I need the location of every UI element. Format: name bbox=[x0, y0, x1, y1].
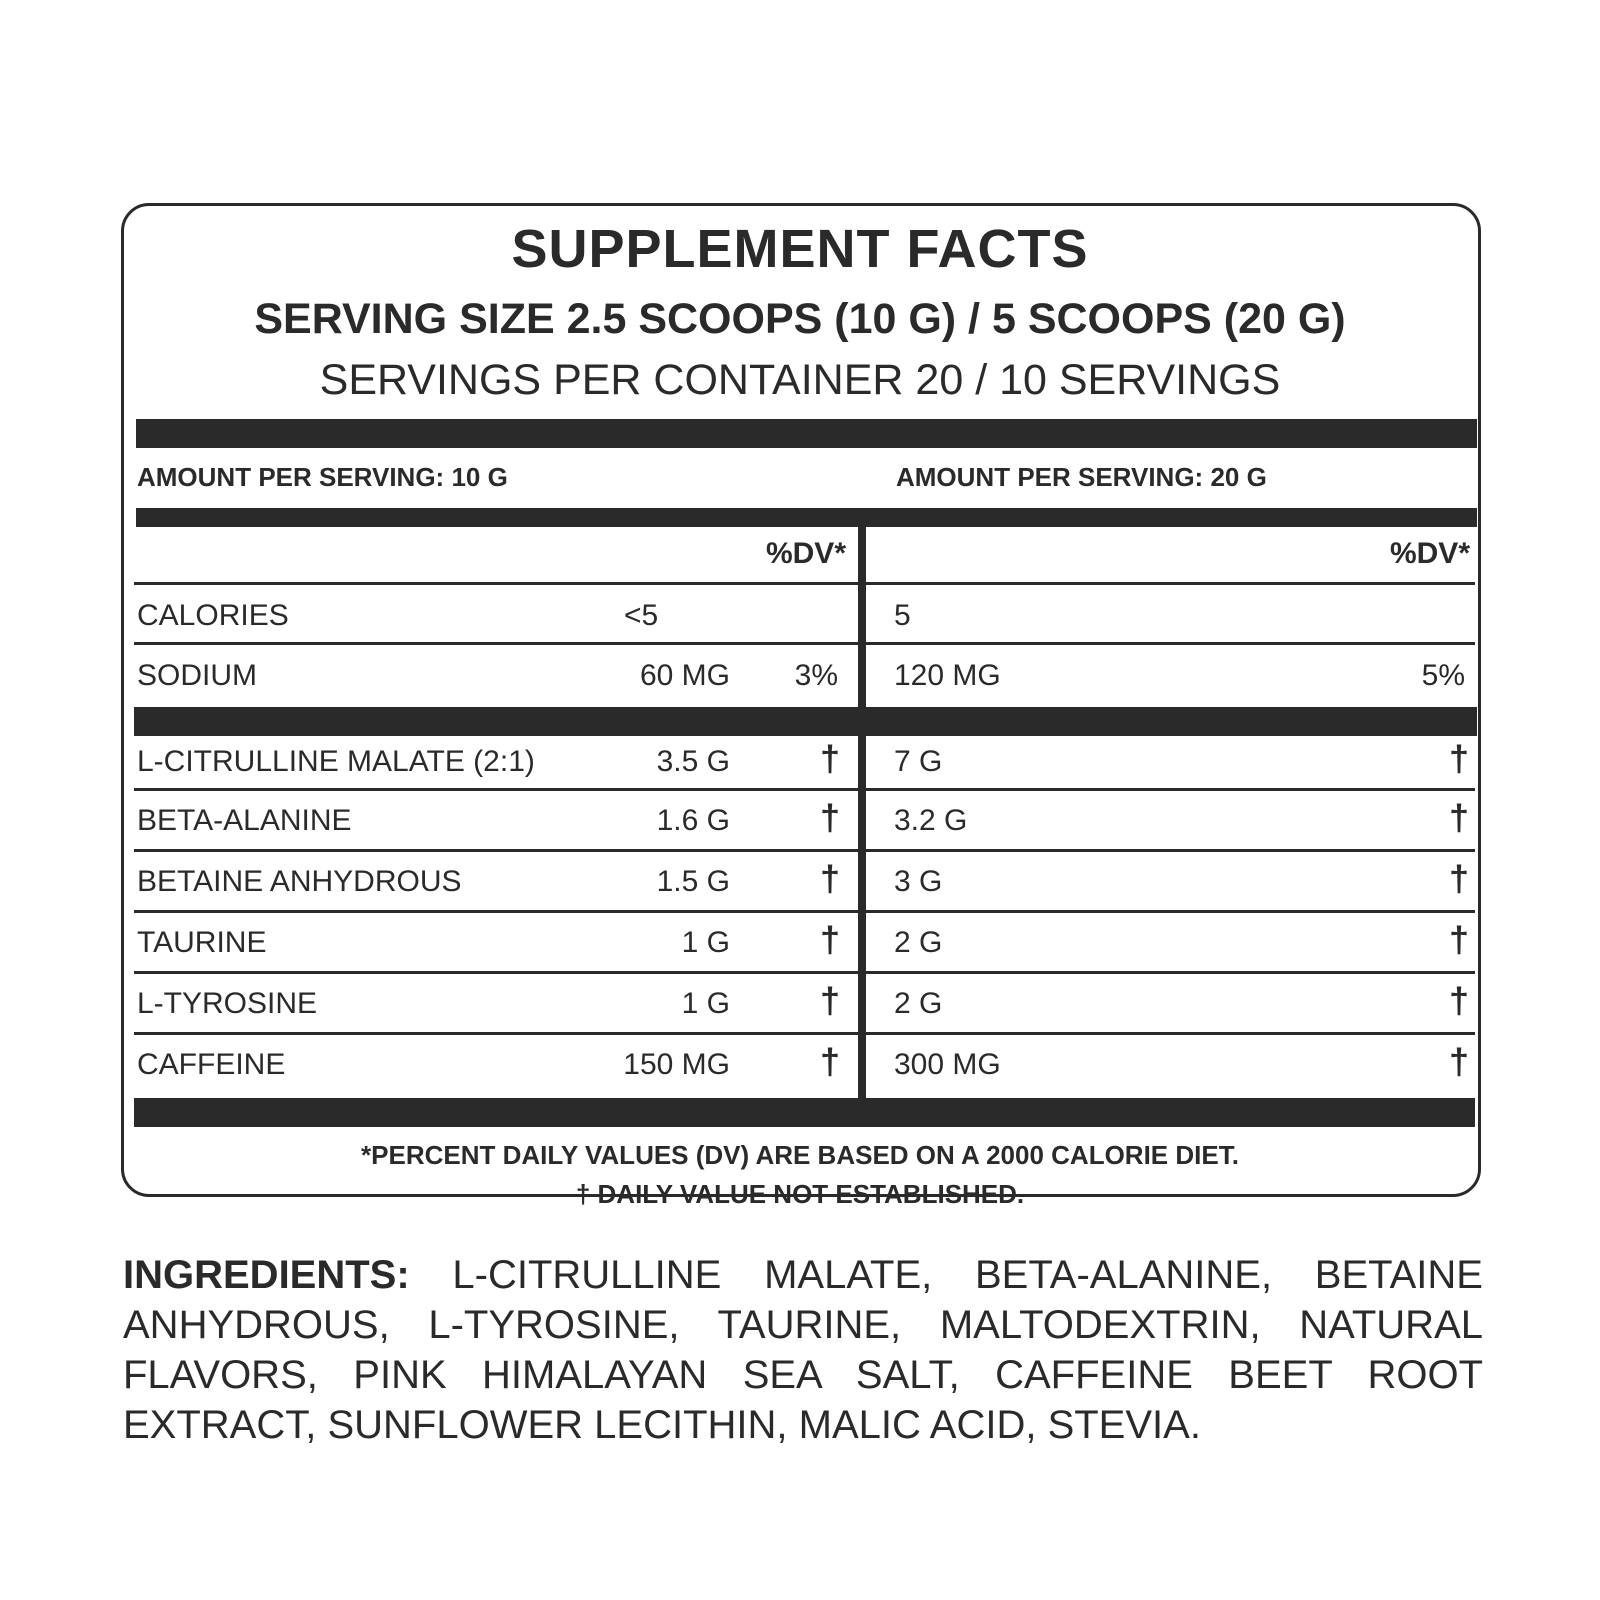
right-amount-header: AMOUNT PER SERVING: 20 G bbox=[896, 462, 1267, 492]
row-rule bbox=[134, 788, 858, 791]
row-rule bbox=[134, 971, 858, 974]
left-dv-header: %DV* bbox=[765, 537, 846, 570]
nutrient-name: L-TYROSINE bbox=[137, 987, 318, 1020]
header-thick-rule bbox=[136, 508, 1477, 527]
nutrient-name: SODIUM bbox=[137, 659, 257, 692]
nutrient-name: L-CITRULLINE MALATE (2:1) bbox=[137, 745, 535, 778]
row-rule bbox=[134, 910, 858, 913]
left-dagger: † bbox=[820, 738, 841, 779]
left-amount: 1 G bbox=[681, 987, 730, 1020]
row-rule bbox=[866, 910, 1475, 913]
panel-title: SUPPLEMENT FACTS bbox=[511, 219, 1089, 279]
row-rule bbox=[866, 971, 1475, 974]
serving-size: SERVING SIZE 2.5 SCOOPS (10 G) / 5 SCOOPS (20 G) bbox=[254, 295, 1346, 343]
row-rule bbox=[134, 849, 858, 852]
right-dagger: † bbox=[1449, 980, 1470, 1021]
left-amount: 60 MG bbox=[639, 659, 730, 692]
nutrient-name: CAFFEINE bbox=[137, 1048, 286, 1081]
nutrient-name: BETA-ALANINE bbox=[137, 804, 352, 837]
bottom-thick-rule bbox=[134, 1098, 1475, 1127]
right-amount: 5 bbox=[894, 599, 911, 632]
right-dagger: † bbox=[1449, 919, 1470, 960]
column-divider bbox=[858, 527, 866, 1098]
footnote-daily-values: *PERCENT DAILY VALUES (DV) ARE BASED ON A 2000 CALORIE DIET. bbox=[361, 1140, 1239, 1170]
right-dagger: † bbox=[1449, 1041, 1470, 1082]
right-amount: 2 G bbox=[894, 987, 943, 1020]
left-dagger: † bbox=[820, 1041, 841, 1082]
row-rule bbox=[866, 1032, 1475, 1035]
left-dagger: † bbox=[820, 919, 841, 960]
right-amount: 2 G bbox=[894, 926, 943, 959]
nutrient-name: TAURINE bbox=[137, 926, 267, 959]
row-rule bbox=[866, 642, 1475, 645]
right-amount: 3 G bbox=[894, 865, 943, 898]
left-amount: 150 MG bbox=[623, 1048, 730, 1081]
servings-per-container: SERVINGS PER CONTAINER 20 / 10 SERVINGS bbox=[319, 356, 1281, 404]
left-dv: 3% bbox=[794, 659, 838, 692]
nutrient-name: BETAINE ANHYDROUS bbox=[137, 865, 462, 898]
top-thick-rule bbox=[136, 419, 1477, 448]
left-amount: <5 bbox=[624, 599, 659, 632]
left-dagger: † bbox=[820, 858, 841, 899]
left-amount: 1 G bbox=[681, 926, 730, 959]
left-amount: 1.5 G bbox=[656, 865, 730, 898]
ingredients-label: INGREDIENTS: bbox=[123, 1253, 410, 1297]
right-amount: 7 G bbox=[894, 745, 943, 778]
row-rule bbox=[134, 1032, 858, 1035]
left-amount-header: AMOUNT PER SERVING: 10 G bbox=[137, 462, 508, 492]
ingredients-statement bbox=[123, 1250, 1483, 1450]
footnote-dagger: † DAILY VALUE NOT ESTABLISHED. bbox=[575, 1179, 1025, 1209]
row-rule bbox=[866, 582, 1475, 585]
supplement-facts-panel bbox=[121, 203, 1481, 1197]
row-rule bbox=[134, 582, 858, 585]
nutrient-name: CALORIES bbox=[137, 599, 289, 632]
middle-thick-rule bbox=[134, 707, 1477, 736]
right-amount: 3.2 G bbox=[894, 804, 968, 837]
right-dv: 5% bbox=[1421, 659, 1465, 692]
right-amount: 120 MG bbox=[894, 659, 1001, 692]
row-rule bbox=[866, 788, 1475, 791]
row-rule bbox=[134, 642, 858, 645]
left-amount: 1.6 G bbox=[656, 804, 730, 837]
right-dv-header: %DV* bbox=[1389, 537, 1470, 570]
left-dagger: † bbox=[820, 980, 841, 1021]
left-dagger: † bbox=[820, 797, 841, 838]
left-amount: 3.5 G bbox=[656, 745, 730, 778]
right-dagger: † bbox=[1449, 858, 1470, 899]
right-dagger: † bbox=[1449, 738, 1470, 779]
right-amount: 300 MG bbox=[894, 1048, 1001, 1081]
row-rule bbox=[866, 849, 1475, 852]
ingredients-list: L-CITRULLINE MALATE, BETA-ALANINE, BETAINE ANHYDROUS, L-TYROSINE, TAURINE, MALTODEXTRIN, NATURAL FLAVORS, PINK HIMALAYAN SEA SALT, CAFFEINE BEET ROOT EXTRACT, SUNFLOWER LECITHIN, MALIC ACID, STEVIA. bbox=[123, 1253, 1483, 1447]
right-dagger: † bbox=[1449, 797, 1470, 838]
